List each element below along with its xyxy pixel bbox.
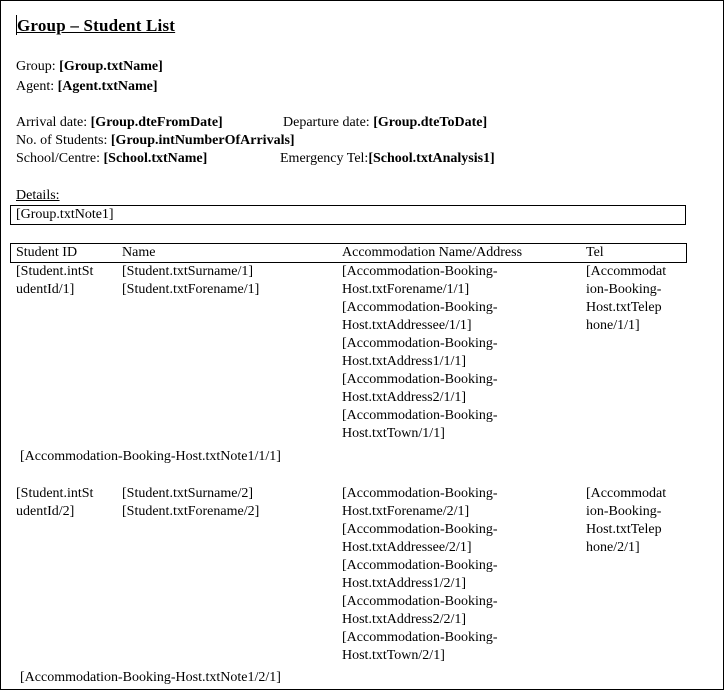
row1-name — [122, 263, 259, 299]
details-note: [Group.txtNote1] — [16, 207, 114, 222]
school-line — [16, 150, 207, 168]
students-line — [16, 132, 295, 150]
cell-line: Host.txtTown/1/1] — [342, 426, 445, 441]
group-line — [16, 58, 163, 76]
cell-line: [Accommodation-Booking- — [342, 408, 498, 423]
cell-line: Host.txtTelep — [586, 522, 662, 537]
school-label: School/Centre: — [16, 151, 100, 166]
arrival-label: Arrival date: — [16, 115, 88, 130]
row2-name — [122, 485, 259, 521]
cell-line: Host.txtForename/2/1] — [342, 504, 470, 519]
row2-tel — [586, 485, 666, 557]
cell-line: [Student.txtForename/2] — [122, 504, 260, 519]
cell-line: [Accommodation-Booking- — [342, 594, 498, 609]
students-value: [Group.intNumberOfArrivals] — [110, 133, 295, 148]
cell-line: [Accommodation-Booking- — [342, 630, 498, 645]
agent-value: [Agent.txtName] — [57, 79, 158, 94]
page-title: Group – Student List — [17, 16, 176, 35]
school-value: [School.txtName] — [103, 151, 208, 166]
cell-line: Host.txtAddress2/2/1] — [342, 612, 467, 627]
cell-line: [Accommodation-Booking- — [342, 486, 498, 501]
cell-line: ion-Booking- — [586, 282, 662, 297]
cell-line: [Accommodation-Booking- — [342, 264, 498, 279]
departure-label: Departure date: — [283, 115, 370, 130]
cell-line: Host.txtAddress2/1/1] — [342, 390, 467, 405]
row2-accommodation — [342, 485, 498, 665]
row2-student-id — [16, 485, 93, 521]
cell-line: hone/2/1] — [586, 540, 640, 555]
cell-line: [Accommodation-Booking- — [342, 522, 498, 537]
row1-accommodation — [342, 263, 498, 443]
cell-line: ion-Booking- — [586, 504, 662, 519]
cell-line: [Accommodation-Booking- — [342, 336, 498, 351]
cell-line: Host.txtTown/2/1] — [342, 648, 445, 663]
cell-line: hone/1/1] — [586, 318, 640, 333]
row1-tel — [586, 263, 666, 335]
group-value: [Group.txtName] — [59, 59, 163, 74]
header-accommodation: Accommodation Name/Address — [342, 245, 523, 260]
cell-line: Host.txtAddressee/2/1] — [342, 540, 472, 555]
cell-line: [Accommodation-Booking- — [342, 558, 498, 573]
cell-line: [Accommodation-Booking- — [342, 300, 498, 315]
cell-line: [Accommodat — [586, 486, 667, 501]
departure-value: [Group.dteToDate] — [373, 115, 488, 130]
students-label: No. of Students: — [16, 133, 108, 148]
header-name: Name — [122, 245, 156, 260]
header-tel: Tel — [586, 245, 604, 260]
emergency-label: Emergency Tel: — [280, 151, 369, 166]
cell-line: [Student.txtForename/1] — [122, 282, 260, 297]
row2-note: [Accommodation-Booking-Host.txtNote1/2/1] — [20, 670, 281, 685]
header-student-id: Student ID — [16, 245, 78, 260]
agent-line — [16, 78, 158, 96]
cell-line: Host.txtAddress1/2/1] — [342, 576, 467, 591]
cell-line: [Student.intSt — [16, 486, 94, 501]
cell-line: udentId/1] — [16, 282, 75, 297]
departure-line — [283, 114, 487, 132]
emergency-line — [280, 150, 495, 168]
cell-line: Host.txtAddress1/1/1] — [342, 354, 467, 369]
arrival-line — [16, 114, 223, 132]
row1-note: [Accommodation-Booking-Host.txtNote1/1/1] — [20, 449, 281, 464]
arrival-value: [Group.dteFromDate] — [90, 115, 223, 130]
group-label: Group: — [16, 59, 56, 74]
row1-student-id — [16, 263, 93, 299]
cell-line: Host.txtAddressee/1/1] — [342, 318, 472, 333]
cell-line: [Accommodat — [586, 264, 667, 279]
agent-label: Agent: — [16, 79, 55, 94]
cell-line: [Student.txtSurname/2] — [122, 486, 254, 501]
details-label: Details: — [16, 188, 60, 203]
cell-line: [Accommodation-Booking- — [342, 372, 498, 387]
cell-line: udentId/2] — [16, 504, 75, 519]
cell-line: Host.txtForename/1/1] — [342, 282, 470, 297]
cell-line: Host.txtTelep — [586, 300, 662, 315]
emergency-value: [School.txtAnalysis1] — [368, 151, 495, 166]
cell-line: [Student.intSt — [16, 264, 94, 279]
cell-line: [Student.txtSurname/1] — [122, 264, 254, 279]
